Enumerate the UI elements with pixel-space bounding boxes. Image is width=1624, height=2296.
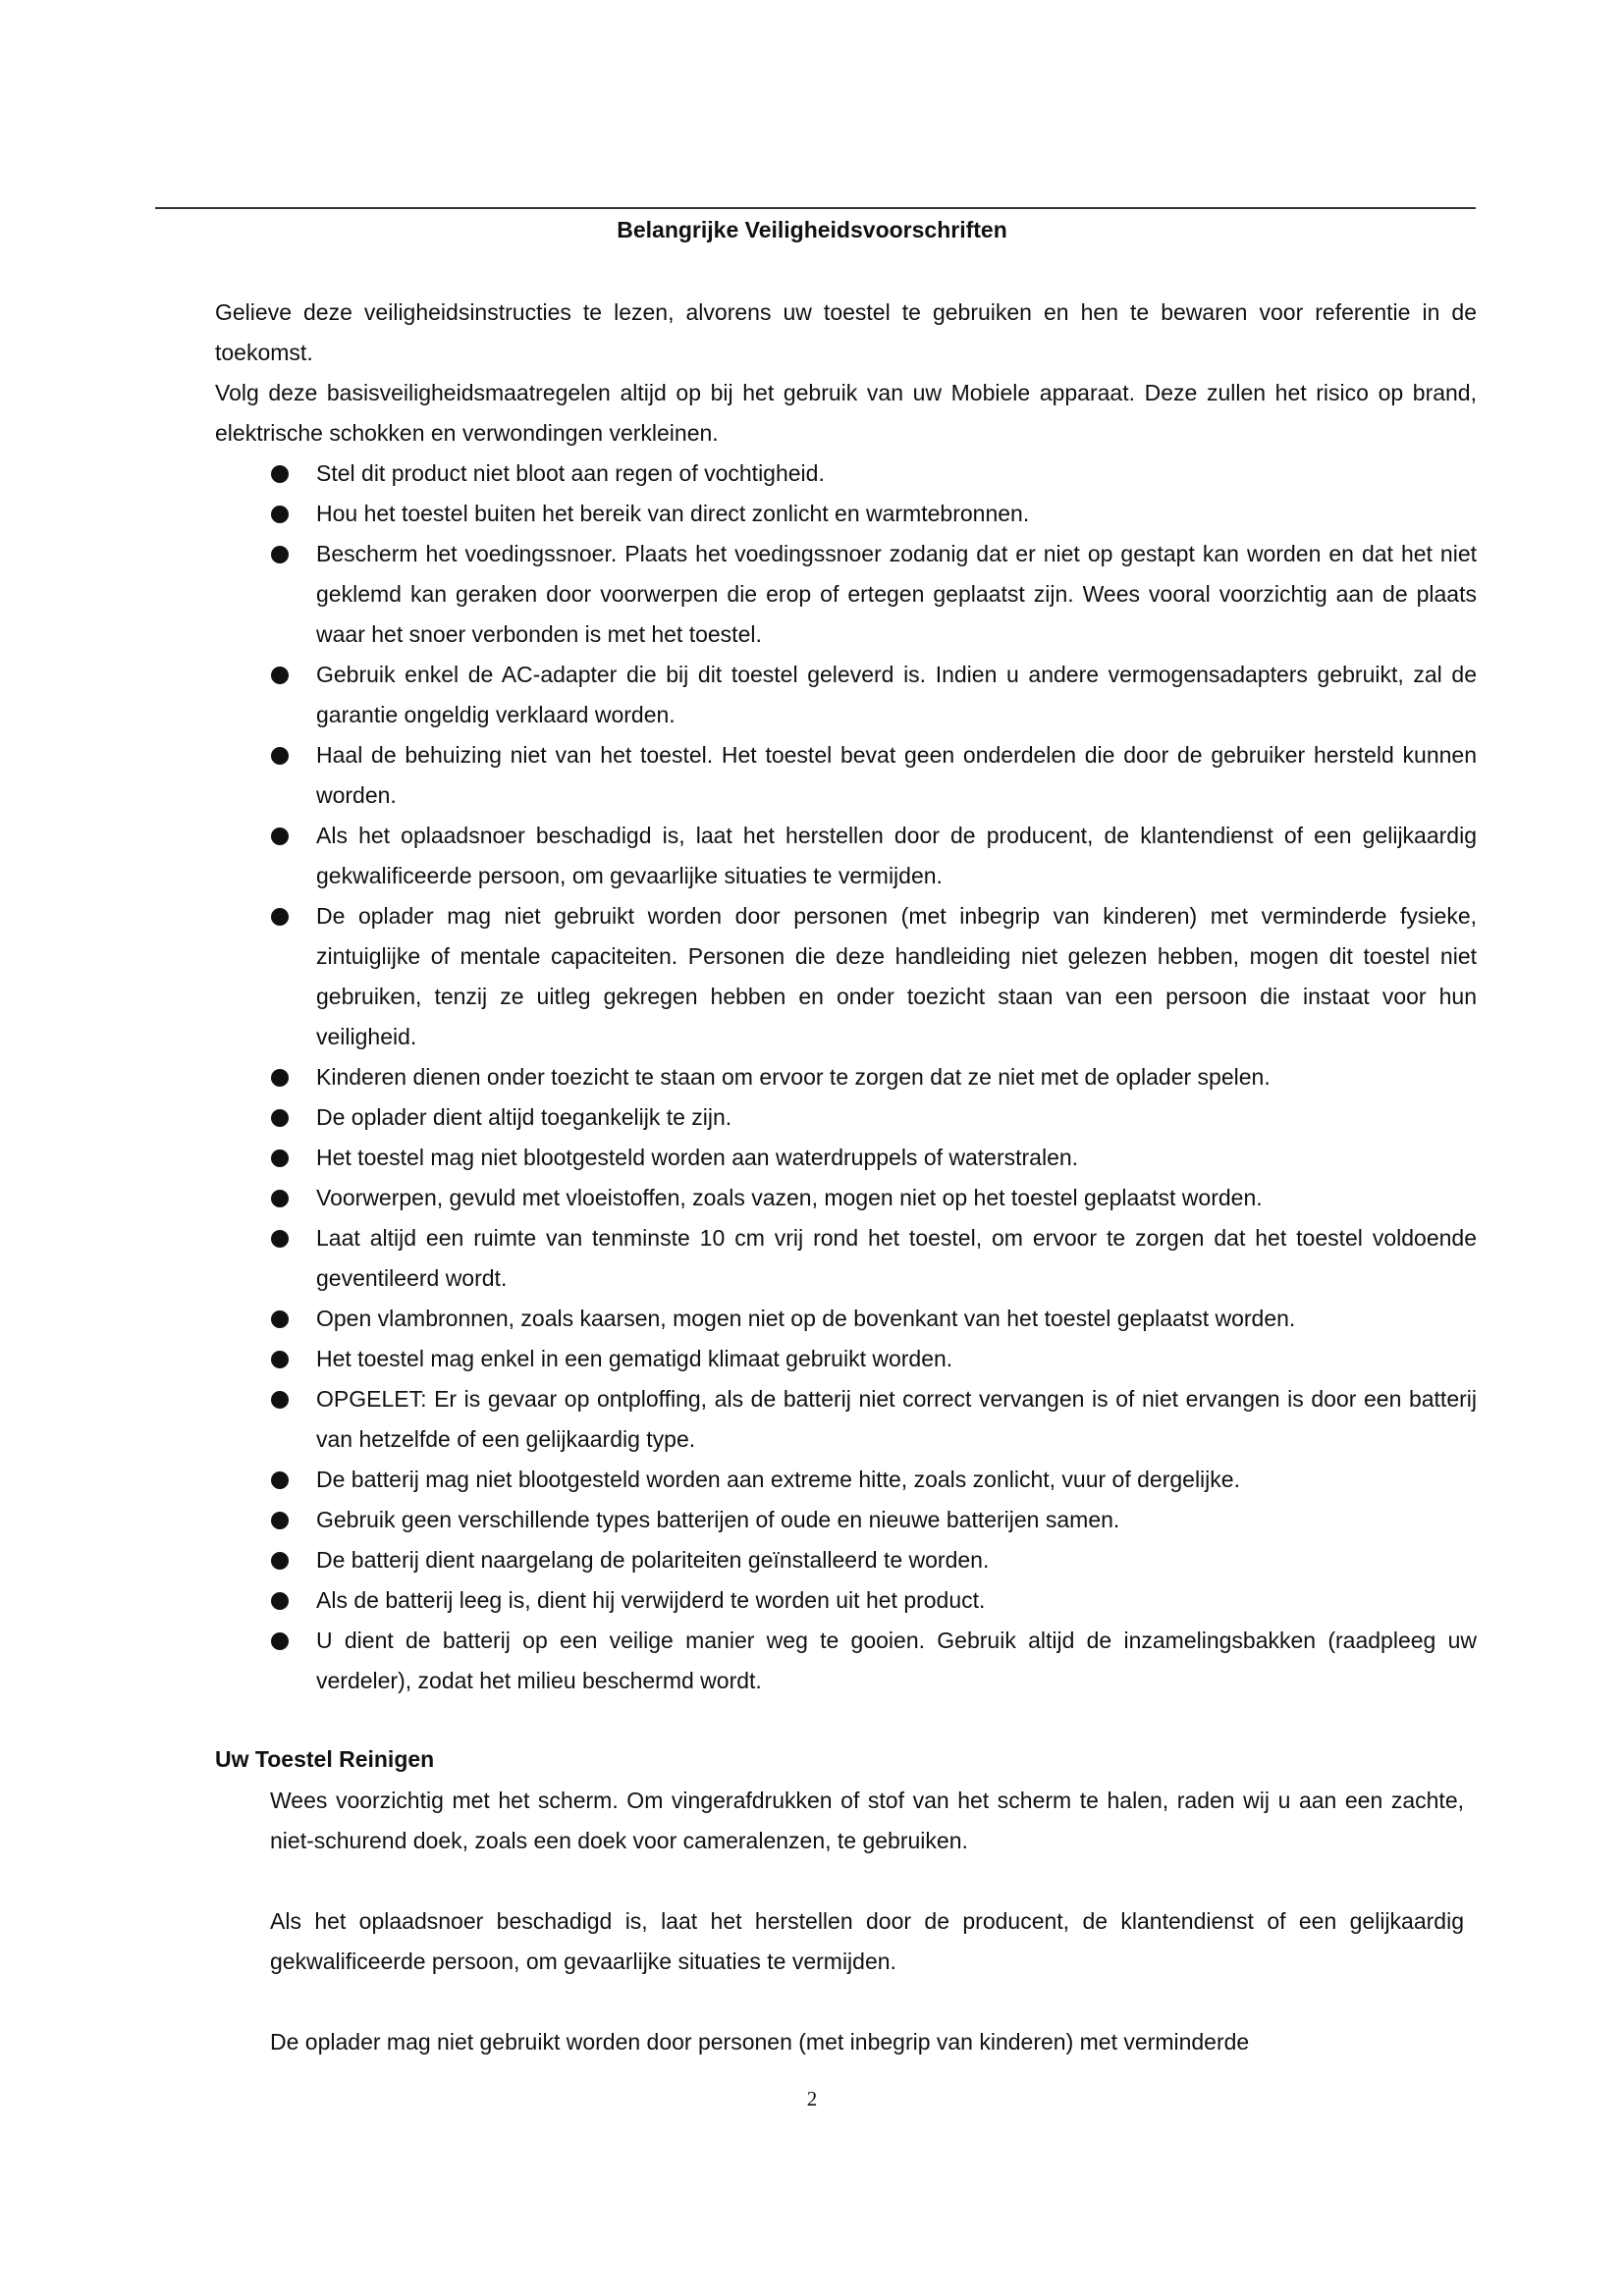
bullet-text: Bescherm het voedingssnoer. Plaats het voedingssnoer zodanig dat er niet op gestapt kan worden en dat het niet geklemd kan geraken door voorwerpen die erop of ertegen geplaatst zijn. Wees vooral voorzichtig aan de plaats waar het snoer verbonden is met het toestel. [316,541,1477,647]
bullet-item [215,1339,1477,1379]
cleaning-paragraph: De oplader mag niet gebruikt worden door personen (met inbegrip van kinderen) met verminderde [270,2029,1250,2055]
bullet-item [215,534,1477,655]
header-rule [155,207,1476,209]
bullet-icon [271,546,289,563]
bullet-item [215,1540,1477,1580]
bullet-text: De oplader dient altijd toegankelijk te zijn. [316,1104,732,1130]
bullet-icon [271,1310,289,1328]
cleaning-paragraph: Als het oplaadsnoer beschadigd is, laat het herstellen door de producent, de klantendienst of een gelijkaardig gekwalificeerde persoon, om gevaarlijke situaties te vermijden. [270,1908,1464,1974]
bullet-icon [271,1190,289,1207]
bullet-icon [271,1552,289,1570]
bullet-icon [271,1592,289,1610]
bullet-icon [271,1351,289,1368]
bullet-item [215,1178,1477,1218]
bullet-icon [271,747,289,765]
intro-text [215,293,1477,454]
bullet-icon [271,465,289,483]
bullet-text: Haal de behuizing niet van het toestel. Het toestel bevat geen onderdelen die door de gebruiker hersteld kunnen worden. [316,742,1477,808]
bullet-item [215,896,1477,1057]
page-number: 2 [806,2087,818,2110]
bullet-text: Stel dit product niet bloot aan regen of vochtigheid. [316,460,825,486]
bullet-text: Hou het toestel buiten het bereik van direct zonlicht en warmtebronnen. [316,501,1030,526]
bullet-text: De batterij mag niet blootgesteld worden aan extreme hitte, zoals zonlicht, vuur of dergelijke. [316,1467,1240,1492]
cleaning-paragraph: Wees voorzichtig met het scherm. Om vingerafdrukken of stof van het scherm te halen, raden wij u aan een zachte, niet-schurend doek, zoals een doek voor cameralenzen, te gebruiken. [270,1788,1464,1853]
bullet-icon [271,506,289,523]
bullet-item [215,735,1477,816]
bullet-item [215,1097,1477,1138]
bullet-item [215,1460,1477,1500]
bullet-item [215,1218,1477,1299]
cleaning-section-heading: Uw Toestel Reinigen [215,1746,435,1772]
bullet-item [215,1138,1477,1178]
bullet-item [215,1500,1477,1540]
bullet-text: Voorwerpen, gevuld met vloeistoffen, zoals vazen, mogen niet op het toestel geplaatst worden. [316,1185,1263,1210]
bullet-text: U dient de batterij op een veilige manier weg te gooien. Gebruik altijd de inzamelingsbakken (raadpleeg uw verdeler), zodat het milieu beschermd wordt. [316,1628,1477,1693]
bullet-icon [271,1149,289,1167]
bullet-icon [271,1069,289,1087]
bullet-item [215,1379,1477,1460]
bullet-icon [271,1109,289,1127]
safety-bullet-list [215,454,1477,1701]
bullet-icon [271,1391,289,1409]
bullet-text: Gebruik enkel de AC-adapter die bij dit toestel geleverd is. Indien u andere vermogensadapters gebruikt, zal de garantie ongeldig verklaard worden. [316,662,1477,727]
bullet-text: Als het oplaadsnoer beschadigd is, laat het herstellen door de producent, de klantendienst of een gelijkaardig gekwalificeerde persoon, om gevaarlijke situaties te vermijden. [316,823,1477,888]
bullet-item [215,816,1477,896]
bullet-text: OPGELET: Er is gevaar op ontploffing, als de batterij niet correct vervangen is of niet ervangen is door een batterij van hetzelfde of een gelijkaardig type. [316,1386,1477,1452]
page-title: Belangrijke Veiligheidsvoorschriften [617,217,1007,242]
bullet-text: Open vlambronnen, zoals kaarsen, mogen niet op de bovenkant van het toestel geplaatst worden. [316,1306,1296,1331]
bullet-icon [271,1471,289,1489]
bullet-text: Het toestel mag niet blootgesteld worden aan waterdruppels of waterstralen. [316,1145,1079,1170]
bullet-icon [271,667,289,684]
bullet-text: Gebruik geen verschillende types batterijen of oude en nieuwe batterijen samen. [316,1507,1120,1532]
bullet-icon [271,908,289,926]
bullet-item [215,655,1477,735]
bullet-text: Laat altijd een ruimte van tenminste 10 cm vrij rond het toestel, om ervoor te zorgen dat het toestel voldoende geventileerd wordt. [316,1225,1477,1291]
bullet-text: Als de batterij leeg is, dient hij verwijderd te worden uit het product. [316,1587,986,1613]
bullet-text: De batterij dient naargelang de polariteiten geïnstalleerd te worden. [316,1547,990,1573]
bullet-item [215,1580,1477,1621]
intro-paragraph: Gelieve deze veiligheidsinstructies te lezen, alvorens uw toestel te gebruiken en hen te bewaren voor referentie in de toekomst. [215,299,1477,365]
bullet-text: Het toestel mag enkel in een gematigd klimaat gebruikt worden. [316,1346,953,1371]
bullet-item [215,1299,1477,1339]
intro-paragraph: Volg deze basisveiligheidsmaatregelen altijd op bij het gebruik van uw Mobiele apparaat. Deze zullen het risico op brand, elektrische schokken en verwondingen verkleinen. [215,380,1477,446]
bullet-item [215,454,1477,494]
cleaning-section-body [270,1781,1464,2103]
bullet-icon [271,828,289,845]
bullet-icon [271,1512,289,1529]
bullet-item [215,1621,1477,1701]
bullet-item [215,494,1477,534]
bullet-icon [271,1632,289,1650]
bullet-item [215,1057,1477,1097]
bullet-text: Kinderen dienen onder toezicht te staan om ervoor te zorgen dat ze niet met de oplader spelen. [316,1064,1271,1090]
bullet-text: De oplader mag niet gebruikt worden door personen (met inbegrip van kinderen) met verminderde fysieke, zintuiglijke of mentale capaciteiten. Personen die deze handleiding niet gelezen hebben, mogen dit toestel niet gebruiken, tenzij ze uitleg gekregen hebben en onder toezicht staan van een persoon die instaat voor hun veiligheid. [316,903,1477,1049]
bullet-icon [271,1230,289,1248]
